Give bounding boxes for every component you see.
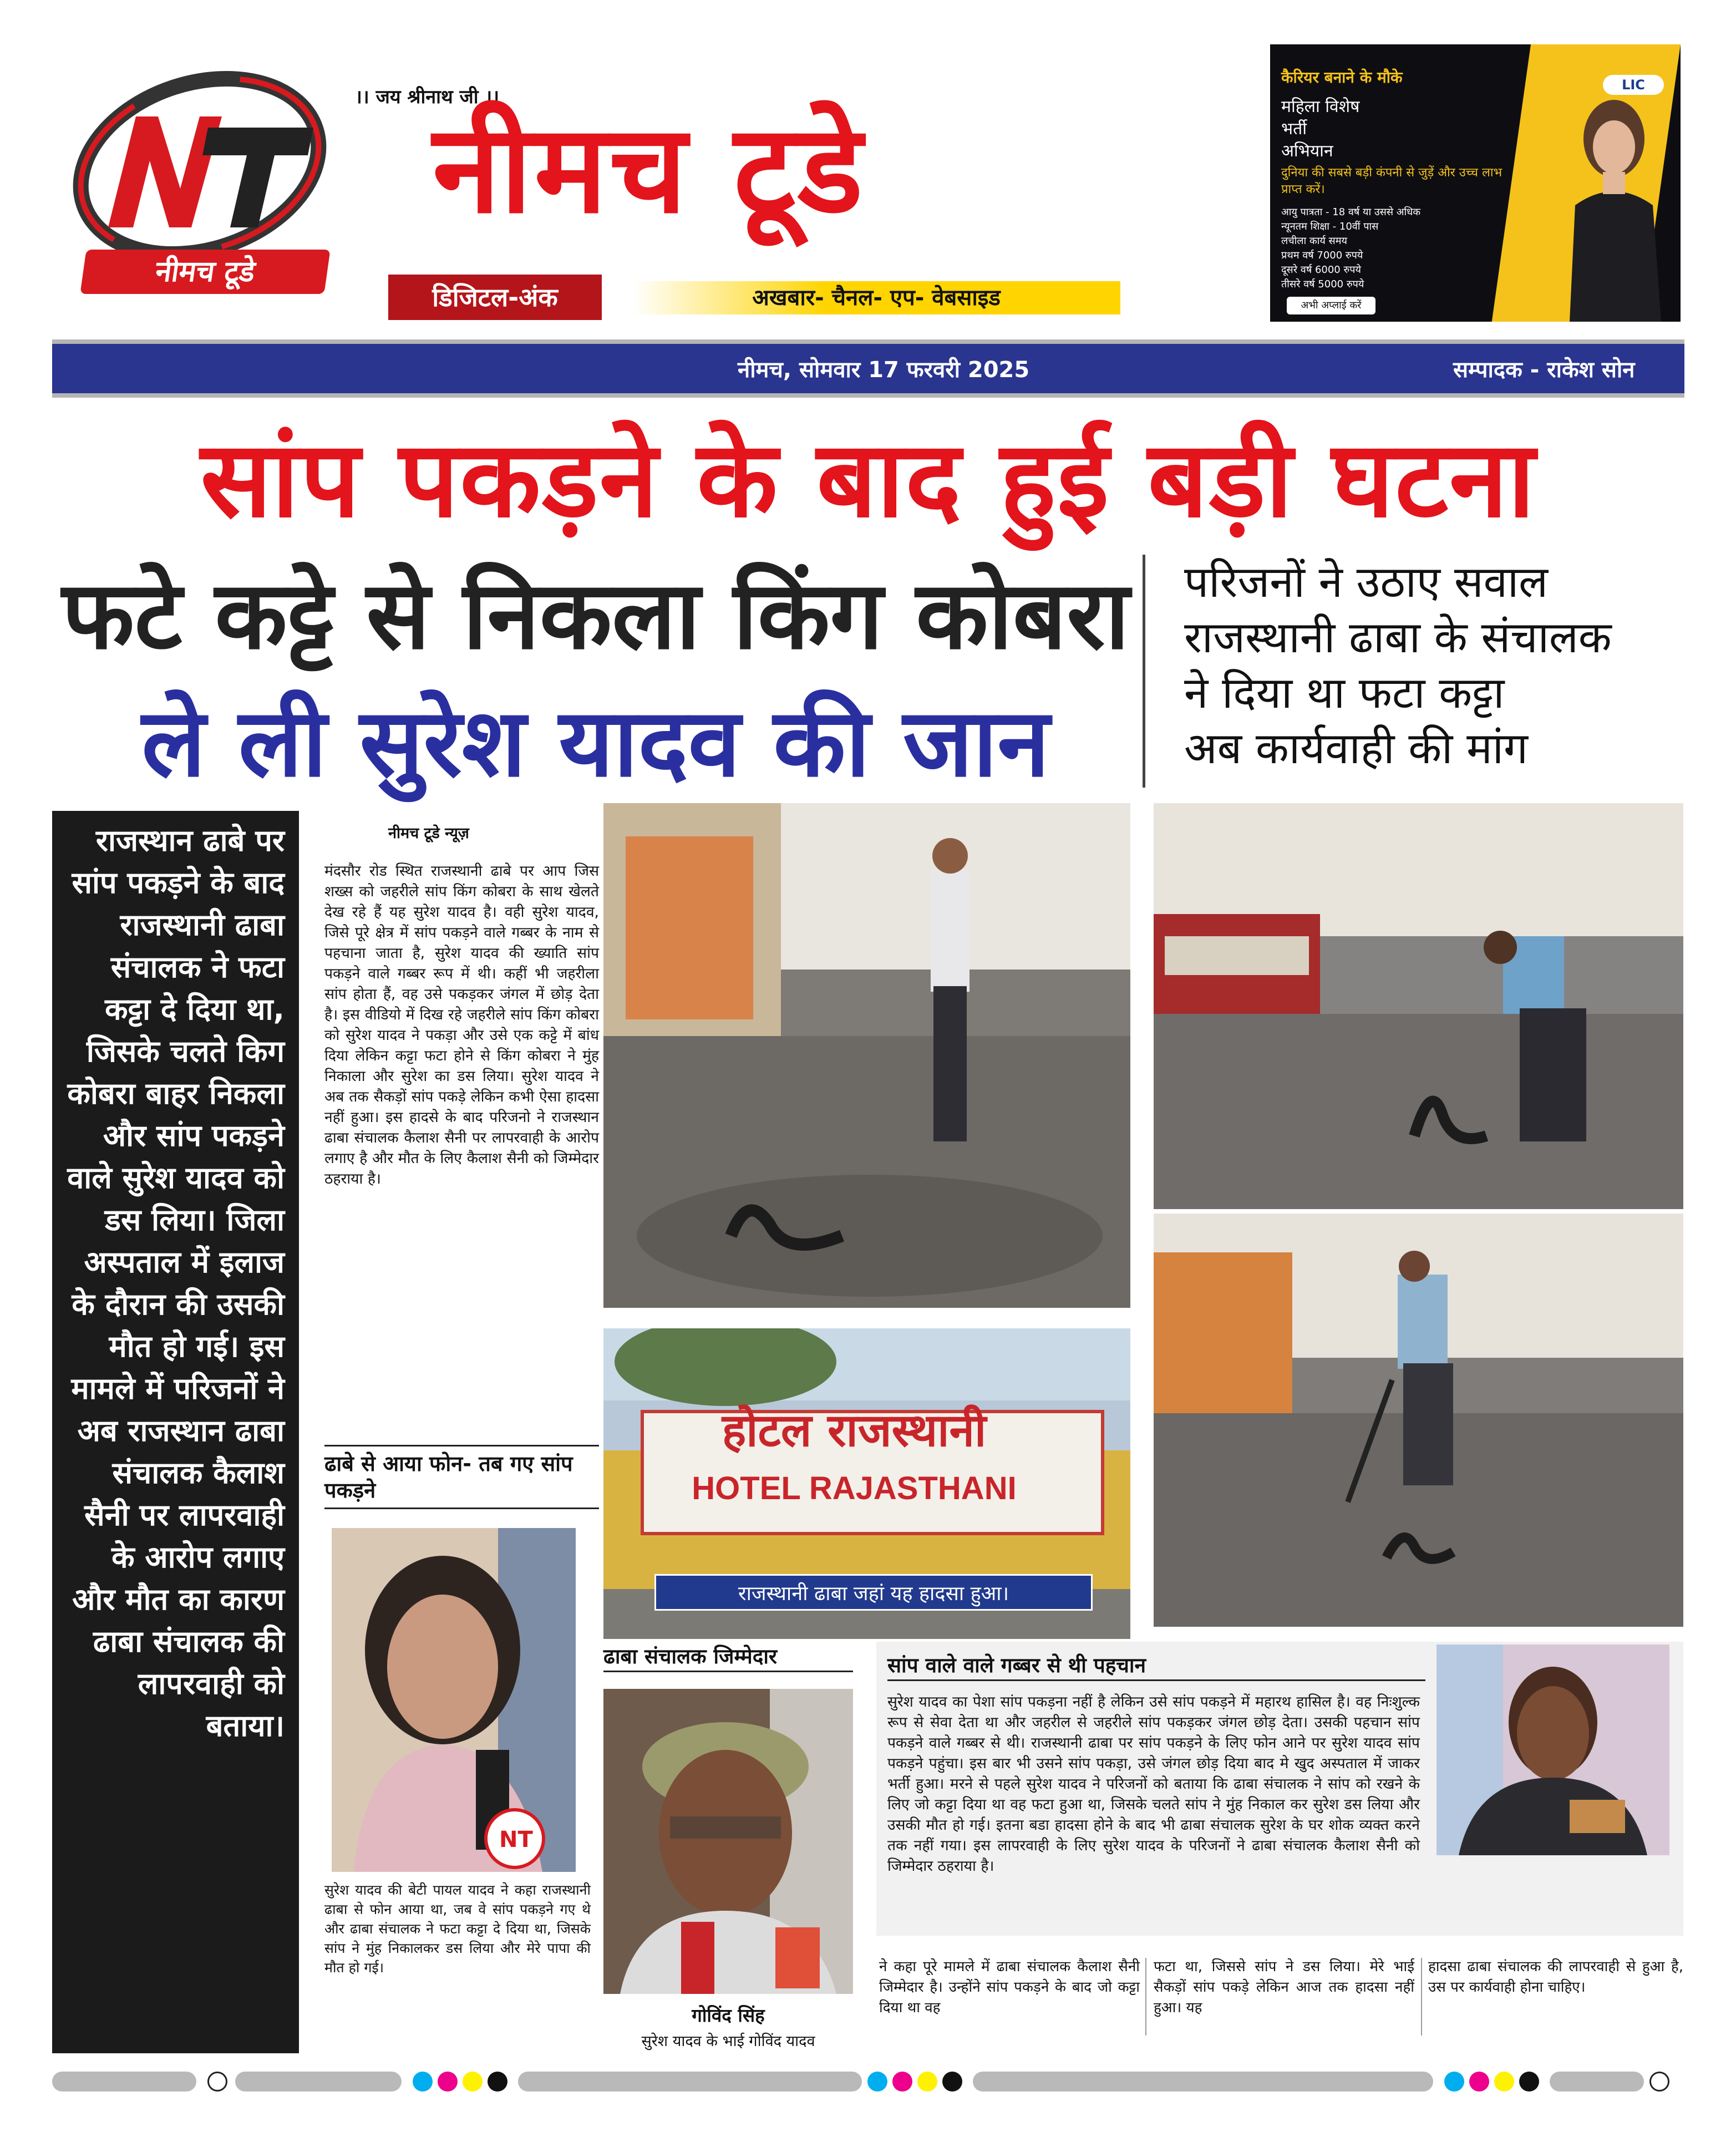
ad-line: महिला विशेष [1281, 97, 1360, 116]
subheading: ढाबा संचालक जिम्मेदार [603, 1643, 853, 1672]
apply-now-button[interactable]: अभी अप्लाई करें [1287, 297, 1375, 314]
ad-line: कैरियर बनाने के मौके [1281, 68, 1403, 87]
registration-mark-icon [1649, 2072, 1669, 2092]
summary-column: राजस्थान ढाबे पर सांप पकड़ने के बाद राजस्थानी ढाबा संचालक ने फटा कट्टा दे दिया था, जिसके चलते किग कोबरा बाहर निकला और सांप पकड़ने वाले सुरेश यादव को डस लिया। जिला अस्पताल में इलाज के दौरान की उसकी मौत हो गई। इस मामले में परिजनों ने अब राजस्थान ढाबा संचालक कैलाश सैनी पर लापरवाही के आरोप लगाए और मौत का कारण ढाबा संचालक की लापरवाही को बताया। [52, 811, 299, 2053]
column-rule [1421, 1958, 1422, 2036]
side-story-body: सुरेश यादव का पेशा सांप पकड़ना नहीं है लेकिन उसे सांप पकड़ने में महारथ हासिल है। वह निःशुल्क रूप से सेवा देता था और जहरील से जहरीले सांप पकड़कर जंगल छोड़ देता। उसकी पहचान सांप पकड़ने वाले गब्बर से थी। राजस्थानी ढाबा पर सांप पकड़ने के लिए फोन आने पर सुरेश यादव सांप पकड़ने पहुंचा। इस बार भी उसने सांप पकड़ा, उसे जंगल छोड़ दिया बाद मे खुद अस्पताल में जाकर भर्ती हुआ। मरने से पहले सुरेश यादव ने परिजनों को बताया कि ढाबा संचालक ने सांप को रखने के लिए जो कट्टा दिया था वह फटा हुआ था, जिसके चलते सांप ने मुंह निकाल कर सुरेश डस लिया और उसकी मौत हो गई। इतना बडा हादसा होने के बाद भी ढाबा संचालक सुरेश के घर शोक व्यक्त करने तक नहीं गया। इस लापरवाही के लिए सुरेश यादव के परिजनों ने ढाबा संचालक कैलाश सैनी को जिम्मेदार ठहराया है। [887, 1693, 1420, 1875]
payal-yadav-photo [332, 1528, 576, 1872]
editor-credit: सम्पादक - राकेश सोन [1453, 357, 1635, 383]
logo-wordmark: नीमच टूडे [80, 250, 330, 294]
hotel-sign-hindi: होटल राजस्थानी [722, 1404, 987, 1457]
channels-strip: अखबार- चैनल- एप- वेबसाइड [632, 281, 1120, 314]
ad-list-item: आयु पात्रता - 18 वर्ष या उससे अधिक [1281, 206, 1421, 218]
ad-list-item: दूसरे वर्ष 6000 रुपये [1281, 264, 1361, 276]
hotel-sign-english: HOTEL RAJASTHANI [692, 1470, 1017, 1506]
digital-edition-badge: डिजिटल-अंक [388, 275, 602, 320]
divider [324, 1445, 599, 1446]
ad-model-photo [1559, 94, 1669, 322]
ad-line: दुनिया की सबसे बड़ी कंपनी से जुड़ें और उच्च लाभ प्राप्त करें। [1281, 166, 1502, 196]
ad-list-item: लचीला कार्य समय [1281, 235, 1347, 247]
ad-line: अभियान [1281, 141, 1333, 161]
ad-list-item: प्रथम वर्ष 7000 रुपये [1281, 250, 1363, 261]
side-headline [1143, 555, 1692, 788]
article-continuation: फटा था, जिससे सांप ने डस लिया। मेरे भाई सैकड़ों सांप पकड़े लेकिन आज तक हादसा नहीं हुआ। यह [1154, 1958, 1414, 2016]
dateline: नीमच, सोमवार 17 फरवरी 2025 [738, 357, 1030, 383]
cobra-photo-3 [1154, 1214, 1683, 1627]
photo-caption-payal: सुरेश यादव की बेटी पायल यादव ने कहा राजस्थानी ढाबा से फोन आया था, जब वे सांप पकड़ने गए थे और ढाबा संचालक ने फटा कट्टा दे दिया था, जिसके सांप ने मुंह निकालकर डस लिया और मेरे पापा की मौत हो गई। [324, 1882, 591, 1976]
cobra-photo-1 [603, 803, 1130, 1308]
main-headline: सांप पकड़ने के बाद हुई बड़ी घटना [200, 418, 1536, 541]
column-rule [1145, 1958, 1146, 2036]
ad-line: भर्ती [1281, 119, 1307, 139]
paper-name: नीमच टूडे [433, 98, 865, 240]
divider [324, 1507, 599, 1509]
article-continuation: हादसा ढाबा संचालक की लापरवाही से हुआ है, उस पर कार्यवाही होना चाहिए। [1428, 1958, 1683, 1996]
third-headline: ले ली सुरेश यादव की जान [141, 688, 1050, 798]
tagline: ।। जय श्रीनाथ जी ।। [355, 86, 500, 108]
side-headline-line: परिजनों ने उठाए सवाल [1184, 557, 1549, 607]
side-headline-line: अब कार्यवाही की मांग [1184, 724, 1528, 774]
cobra-photo-2 [1154, 803, 1683, 1209]
byline: नीमच टूडे न्यूज़ [388, 825, 469, 842]
registration-mark-icon [207, 2072, 227, 2092]
svg-text:NT: NT [499, 1827, 533, 1852]
side-headline-line: राजस्थानी ढाबा के संचालक [1184, 613, 1612, 663]
photo-caption: राजस्थानी ढाबा जहां यह हादसा हुआ। [654, 1574, 1093, 1611]
article-body: मंदसौर रोड स्थित राजस्थानी ढाबे पर आप जिस शख्स को जहरीले सांप किंग कोबरा के साथ खेलते देख रहे हैं यह सुरेश यादव है। वही सुरेश यादव, जिसे पूरे क्षेत्र में सांप पकड़ने वाले गब्बर के नाम से पहचाना जाता है, सुरेश यादव की ख्याति सांप पकड़ने वाले गब्बर रूप में थी। कहीं भी जहरीला सांप होता हैं, वह उसे पकड़कर जंगल में छोड़ देता है। इस वीडियो में दिख रहे जहरीले सांप किंग कोबरा को सुरेश यादव ने पकड़ा और उसे एक कट्टे में बांध दिया लेकिन कट्टा फटा होने से किंग कोबरा ने मुंह निकाला और सुरेश का डस लिया। सुरेश यादव ने अब तक सैकड़ों सांप पकड़े लेकिन कभी ऐसा हादसा नहीं हुआ। इस हादसे के बाद परिजनो ने राजस्थान ढाबा संचालक कैलाश सैनी पर लापरवाही के आरोप लगाए है और मौत के लिए कैलाश सैनी को जिम्मेदार ठहराया है। [324, 862, 599, 1187]
ad-list-item: तीसरे वर्ष 5000 रुपये [1281, 278, 1364, 290]
lic-advertisement[interactable] [1270, 44, 1681, 322]
ad-list-item: न्यूनतम शिक्षा - 10वीं पास [1281, 221, 1379, 232]
divider [887, 1679, 1425, 1681]
photo-caption-desc: सुरेश यादव के भाई गोविंद यादव [641, 2033, 815, 2050]
lic-logo: LIC [1603, 75, 1664, 95]
photo-caption-name: गोविंद सिंह [692, 2004, 765, 2026]
ad-benefits-list [1281, 205, 1503, 292]
print-registration-strip [52, 2072, 1684, 2094]
govind-singh-photo [603, 1689, 853, 1994]
subheading: ढाबे से आया फोन- तब गए सांप पकड़ने [324, 1451, 573, 1503]
suresh-yadav-photo [1436, 1644, 1669, 1855]
second-headline: फटे कट्टे से निकला किंग कोबरा [62, 561, 1130, 671]
subheading: सांप वाले वाले गब्बर से थी पहचान [887, 1653, 1146, 1677]
side-headline-line: ने दिया था फटा कट्टा [1184, 668, 1505, 718]
article-continuation: ने कहा पूरे मामले में ढाबा संचालक कैलाश सैनी जिम्मेदार है। उन्होंने सांप पकड़ने के बाद जो कट्टा दिया था वह [879, 1958, 1140, 2016]
